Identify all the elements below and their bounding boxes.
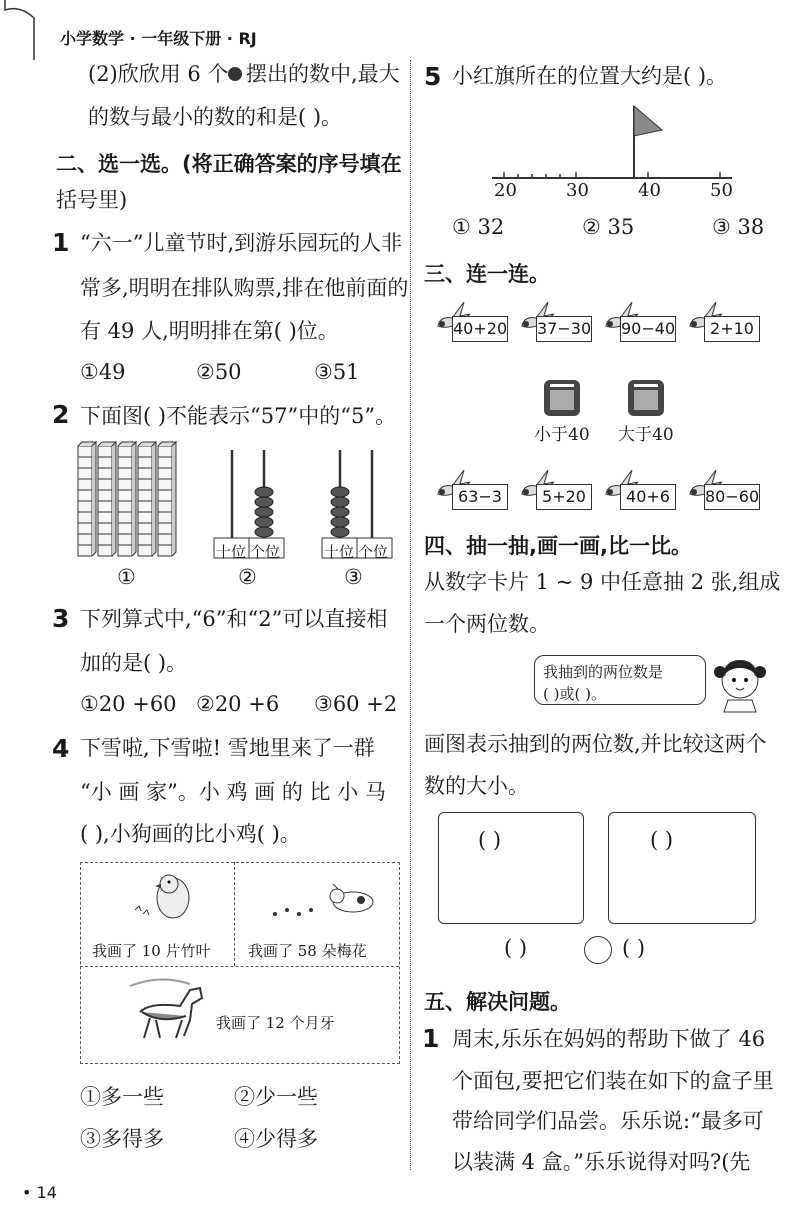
section2-line2: 括号里)	[56, 188, 128, 212]
q4-panel-horse-text: 我画了 12 个月牙	[216, 1014, 335, 1032]
counter-bead-icon	[228, 67, 242, 81]
q3-option-1[interactable]: ①20 +60	[80, 692, 177, 716]
q3-number: 3	[52, 604, 70, 633]
tick-50: 50	[710, 180, 733, 201]
q5-option-3[interactable]: ③ 38	[712, 215, 765, 239]
corner-mark	[0, 0, 40, 60]
q4-panel-chick-text: 我画了 10 片竹叶	[92, 942, 211, 960]
abacus3-ones-label: 个位	[358, 543, 389, 561]
chick-icon	[125, 868, 205, 928]
section5-title: 五、解决问题。	[424, 990, 571, 1014]
abacus2-tens-label: 十位	[216, 543, 247, 561]
q4-line2: “小 画 家”。小 鸡 画 的 比 小 马	[80, 780, 386, 804]
mailbox-icon	[540, 374, 584, 418]
bottom-card-4[interactable]: 80−60	[704, 484, 760, 510]
q2-option-3[interactable]: ③	[344, 565, 363, 589]
bubble-line1: 我抽到的两位数是	[543, 663, 664, 681]
q4-option-4[interactable]: ④少得多	[234, 1127, 318, 1151]
s5-q1-number: 1	[422, 1024, 440, 1053]
bubble-line2: ( )或( )。	[543, 685, 606, 703]
page-number: • 14	[22, 1183, 57, 1202]
q4-option-1[interactable]: ①多一些	[80, 1085, 164, 1109]
compare-circle[interactable]	[584, 936, 612, 964]
q2-option-2[interactable]: ②	[238, 565, 257, 589]
q2-line1: 下面图( )不能表示“57”中的“5”。	[80, 404, 397, 428]
section3-title: 三、连一连。	[424, 262, 550, 286]
s5-q1-line4: 以装满 4 盒。”乐乐说得对吗?(先	[452, 1150, 751, 1174]
section4-line4: 数的大小。	[424, 774, 529, 798]
q3-line1: 下列算式中,“6”和“2”可以直接相	[80, 607, 388, 631]
compare-left-blank[interactable]: ( )	[504, 936, 528, 960]
drawing-box-left-label: ( )	[478, 828, 502, 852]
s5-q1-line3: 带给同学们品尝。乐乐说:“最多可	[452, 1109, 764, 1133]
column-divider	[410, 60, 411, 1170]
q1-option-1[interactable]: ①49	[80, 360, 126, 384]
q4-line1: 下雪啦,下雪啦! 雪地里来了一群	[80, 736, 375, 760]
q4-panel-divider-h	[80, 966, 399, 967]
section2-title: 二、选一选。(将正确答案的序号填在	[56, 152, 402, 176]
compare-right-blank[interactable]: ( )	[622, 936, 646, 960]
mailbox-icon	[624, 374, 668, 418]
q1-option-2[interactable]: ②50	[196, 360, 242, 384]
top-card-4[interactable]: 2+10	[704, 316, 760, 342]
q4-panel-puppy-text: 我画了 58 朵梅花	[248, 942, 367, 960]
q4-line3: ( ),小狗画的比小鸡( )。	[80, 822, 301, 846]
q2-number: 2	[52, 400, 70, 429]
q1-number: 1	[52, 228, 70, 257]
q-cont-line1a: (2)欣欣用 6 个	[88, 62, 229, 86]
q4-number: 4	[52, 734, 70, 763]
section4-line3: 画图表示抽到的两位数,并比较这两个	[424, 732, 767, 756]
q4-option-3[interactable]: ③多得多	[80, 1127, 164, 1151]
q1-option-3[interactable]: ③51	[314, 360, 360, 384]
mailbox-label-less: 小于40	[534, 425, 590, 445]
drawing-box-left[interactable]	[438, 812, 584, 924]
section4-line1: 从数字卡片 1 ~ 9 中任意抽 2 张,组成	[424, 570, 781, 594]
abacus2-ones-label: 个位	[250, 543, 281, 561]
q5-option-2[interactable]: ② 35	[582, 215, 635, 239]
bottom-card-1[interactable]: 63−3	[452, 484, 508, 510]
bottom-card-2[interactable]: 5+20	[536, 484, 592, 510]
top-card-1[interactable]: 40+20	[452, 316, 508, 342]
q2-option-1[interactable]: ①	[117, 565, 136, 589]
q1-line2: 常多,明明在排队购票,排在他前面的	[80, 276, 409, 300]
s5-q1-line2: 个面包,要把它们装在如下的盒子里	[452, 1069, 774, 1093]
girl-avatar-icon	[708, 650, 772, 714]
q4-option-2[interactable]: ②少一些	[234, 1085, 318, 1109]
bottom-card-3[interactable]: 40+6	[620, 484, 676, 510]
q4-panel-divider-v	[234, 862, 235, 966]
q3-option-2[interactable]: ②20 +6	[196, 692, 280, 716]
top-card-3[interactable]: 90−40	[620, 316, 676, 342]
q5-line1: 小红旗所在的位置大约是( )。	[452, 64, 728, 88]
s5-q1-line1: 周末,乐乐在妈妈的帮助下做了 46	[452, 1027, 766, 1051]
ten-rods-figure	[74, 440, 184, 560]
section4-line2: 一个两位数。	[424, 612, 550, 636]
q-cont-line2: 的数与最小的数的和是( )。	[88, 105, 343, 129]
header-title: 小学数学 · 一年级下册 · RJ	[60, 29, 257, 48]
tick-20: 20	[494, 180, 517, 201]
q1-line3: 有 49 人,明明排在第( )位。	[80, 319, 339, 343]
horse-icon	[120, 976, 220, 1056]
mailbox-label-greater: 大于40	[618, 425, 674, 445]
q3-option-3[interactable]: ③60 +2	[314, 692, 398, 716]
q1-line1: “六一”儿童节时,到游乐园玩的人非	[80, 231, 403, 255]
abacus3-tens-label: 十位	[324, 543, 355, 561]
section4-title: 四、抽一抽,画一画,比一比。	[424, 534, 692, 558]
top-card-2[interactable]: 37−30	[536, 316, 592, 342]
tick-30: 30	[566, 180, 589, 201]
tick-40: 40	[638, 180, 661, 201]
drawing-box-right-label: ( )	[650, 828, 674, 852]
q5-option-1[interactable]: ① 32	[452, 215, 505, 239]
q3-line2: 加的是( )。	[80, 651, 188, 675]
q5-number: 5	[424, 62, 442, 91]
number-line	[488, 100, 738, 180]
puppy-icon	[265, 880, 385, 930]
drawing-box-right[interactable]	[608, 812, 756, 924]
q-cont-line1b: 摆出的数中,最大	[246, 62, 400, 86]
